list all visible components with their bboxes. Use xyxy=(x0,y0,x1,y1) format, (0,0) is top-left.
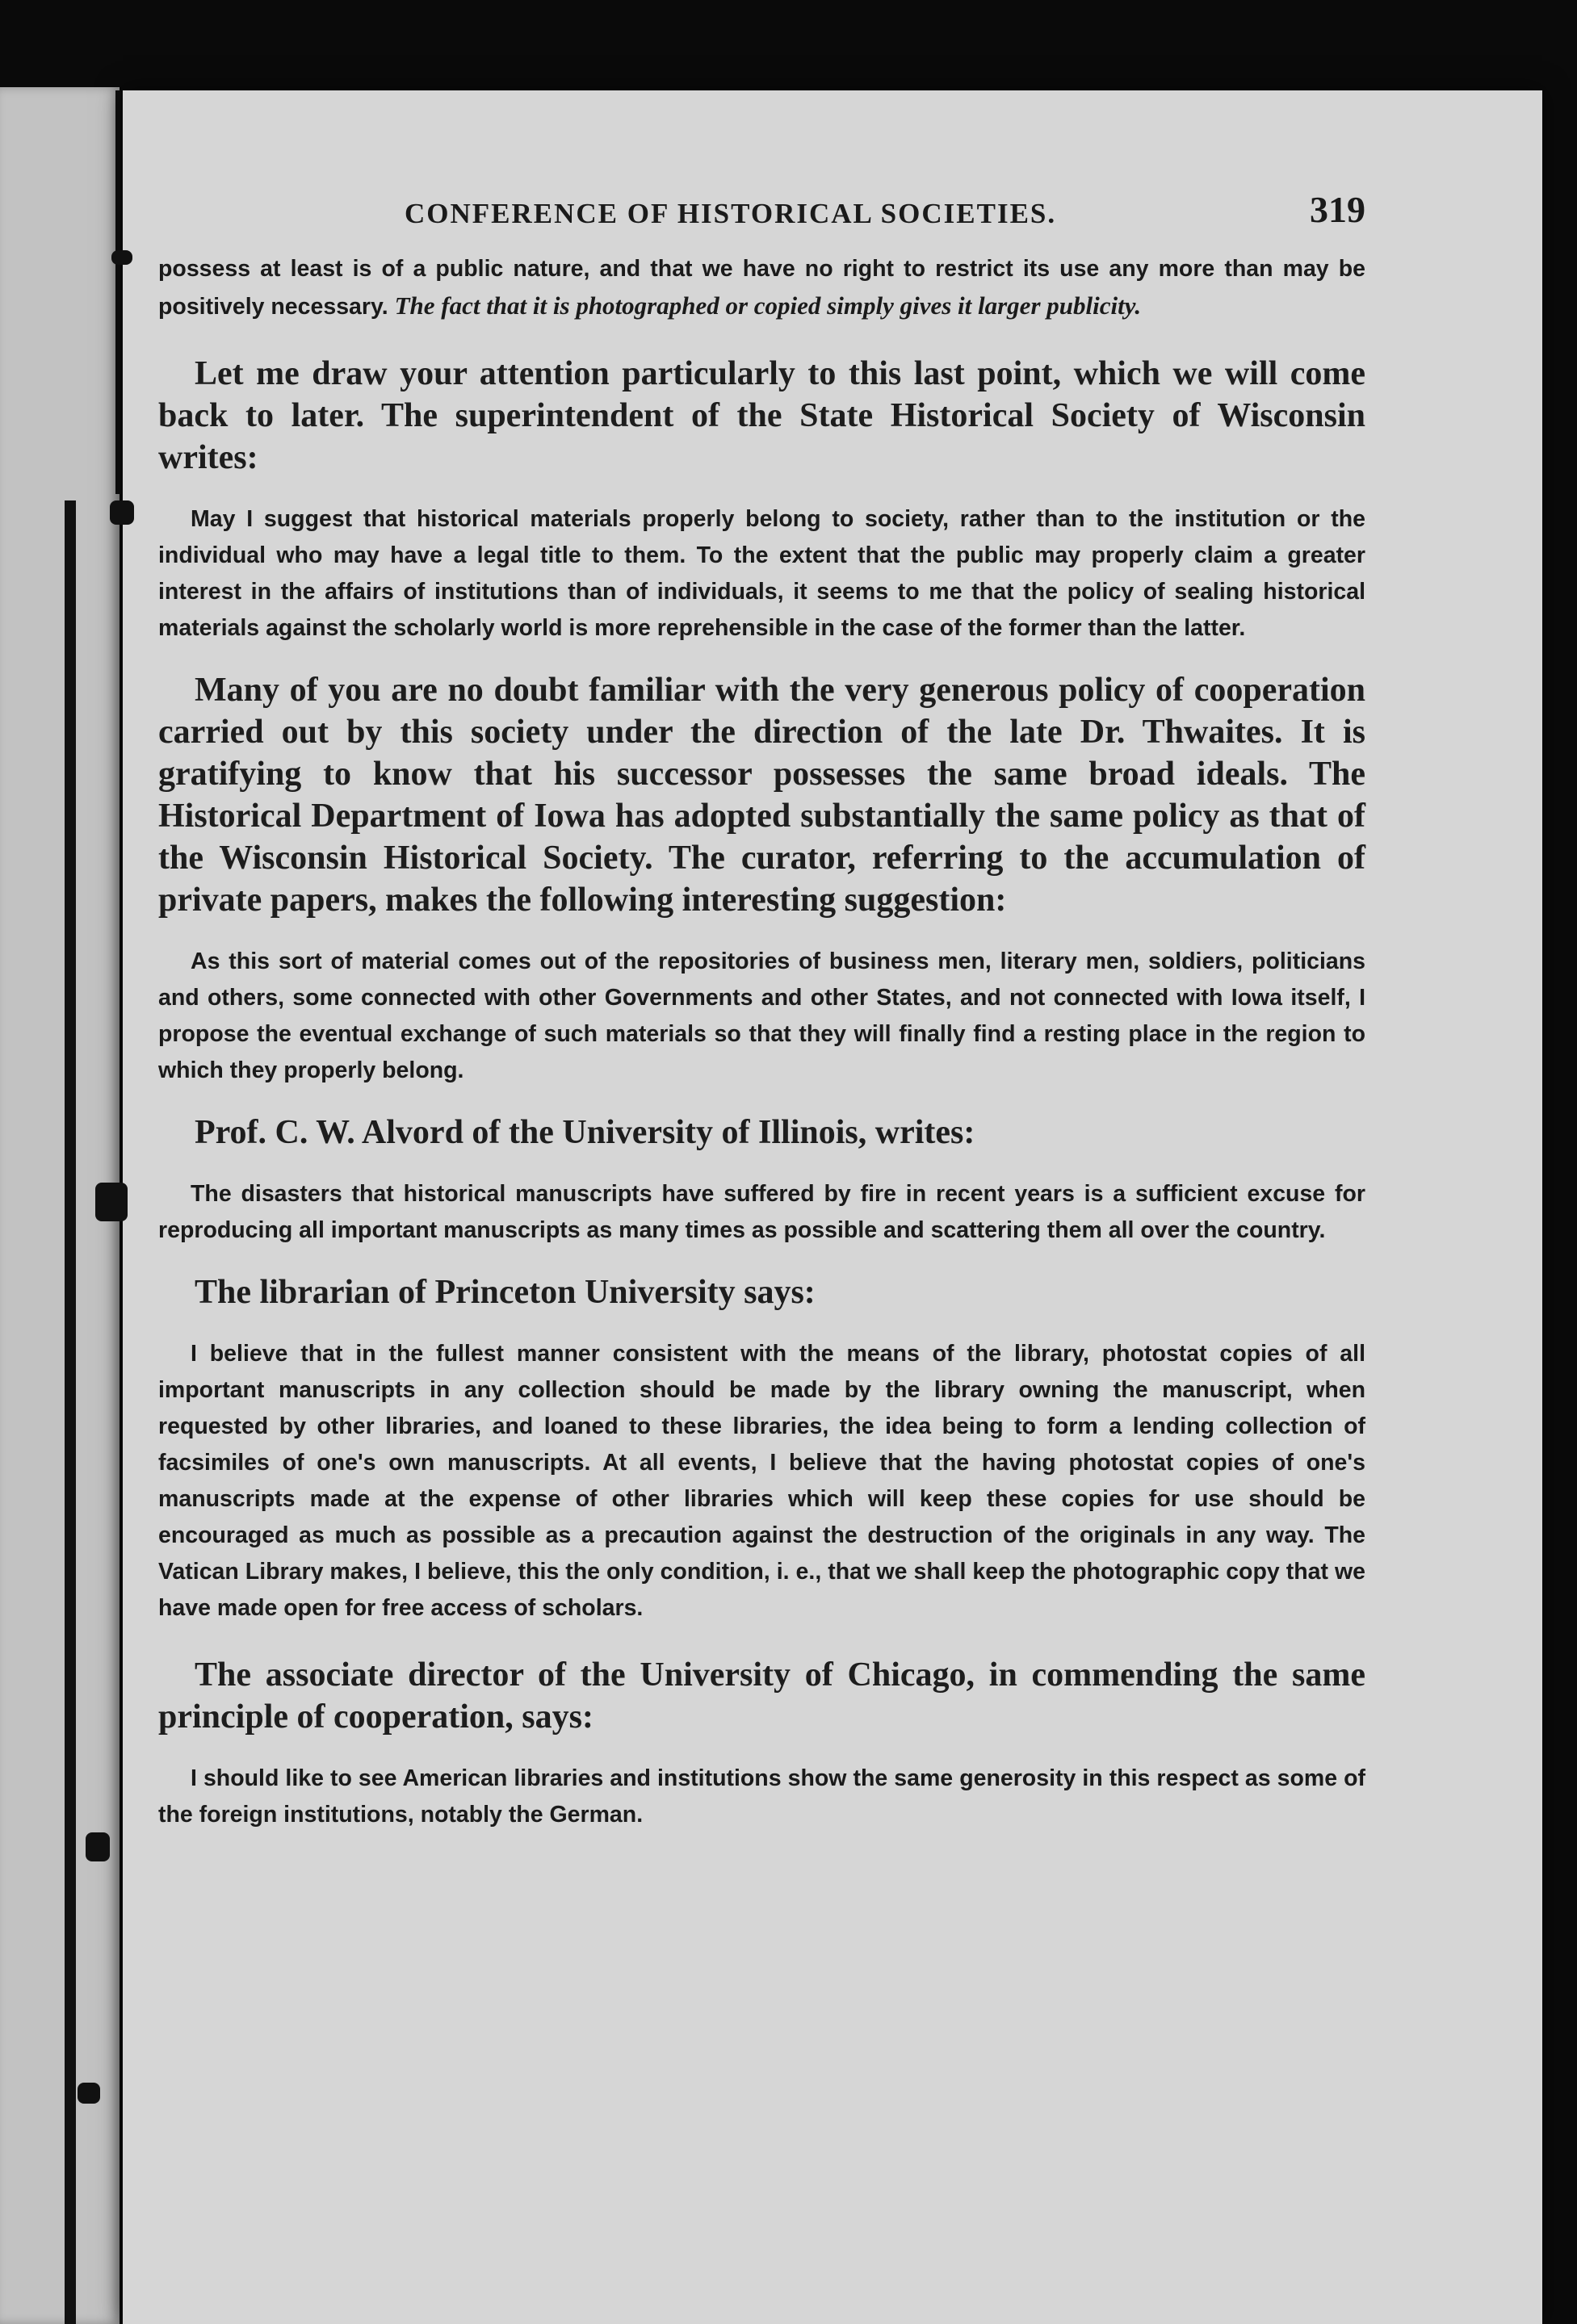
binding-clip xyxy=(78,2083,100,2104)
block-quote: I believe that in the fullest manner consistent with the means of the library, photostat copies of all important manuscripts in any collection should be made by the library owning the manuscript, when requested by other libraries, and loaned to these libraries, the idea being to form a lending collection of facsimiles of one's own manuscripts. At all events, I believe that the having photostat copies of one's manuscripts made at the expense of other libraries which will keep these copies for use should be encouraged as much as possible as a precaution against the destruction of the originals in any way. The Vatican Library makes, I believe, this the only condition, i. e., that we shall keep the photographic copy that we have made open for free access of scholars. xyxy=(158,1341,1365,1621)
block-quote: I should like to see American libraries and institutions show the same generosity in this respect as some of the foreign institutions, notably the German. xyxy=(158,1765,1365,1828)
page-content xyxy=(158,93,1365,1833)
binding-edge xyxy=(65,500,76,2324)
running-head xyxy=(158,182,1365,246)
block-quote: As this sort of material comes out of the repositories of business men, literary men, soldiers, politicians and others, some connected with other Governments and other States, and not connected with Iowa itself, I propose the eventual exchange of such materials so that they will finally find a resting place in the region to which they properly belong. xyxy=(158,948,1365,1083)
binding-edge-top xyxy=(115,90,120,494)
running-title: CONFERENCE OF HISTORICAL SOCIETIES. xyxy=(405,198,1057,229)
page-number: 319 xyxy=(1310,189,1365,230)
body-paragraph: Many of you are no doubt familiar with the very generous policy of cooperation carried out by this society under the direction of the late Dr. Thwaites. It is gratifying to know that his successor possesses the same broad ideals. The Historical Department of Iowa has adopted substantially the same policy as that of the Wisconsin Historical Society. The curator, referring to the accumulation of private papers, makes the following interesting suggestion: xyxy=(158,672,1365,919)
quote-italic-text: The fact that it is photographed or copied simply gives it larger publicity. xyxy=(394,291,1142,320)
block-quote: The disasters that historical manuscripts have suffered by fire in recent years is a sufficient excuse for reproducing all important manuscripts as many times as possible and scattering them all over the country. xyxy=(158,1181,1365,1243)
binding-clip xyxy=(110,500,134,525)
block-quote xyxy=(158,251,1365,325)
body-paragraph: Prof. C. W. Alvord of the University of Illinois, writes: xyxy=(195,1114,975,1151)
binding-clip xyxy=(111,250,132,265)
quote-text: possess at least is of a public nature, and that we have no right to restrict its use any more than may be positively necessary. xyxy=(158,256,1365,320)
binding-clip xyxy=(86,1832,110,1861)
block-quote: May I suggest that historical materials properly belong to society, rather than to the institution or the individual who may have a legal title to them. To the extent that the public may properly claim a greater interest in the affairs of institutions than of individuals, it seems to me that the policy of sealing historical materials against the scholarly world is more reprehensible in the case of the former than the latter. xyxy=(158,506,1365,641)
body-paragraph: The librarian of Princeton University says: xyxy=(195,1274,816,1311)
binding-clip xyxy=(95,1183,128,1221)
body-paragraph: The associate director of the University of Chicago, in commending the same principle of cooperation, says: xyxy=(158,1656,1365,1736)
body-paragraph: Let me draw your attention particularly to this last point, which we will come back to later. The superintendent of the State Historical Society of Wisconsin writes: xyxy=(158,355,1365,476)
